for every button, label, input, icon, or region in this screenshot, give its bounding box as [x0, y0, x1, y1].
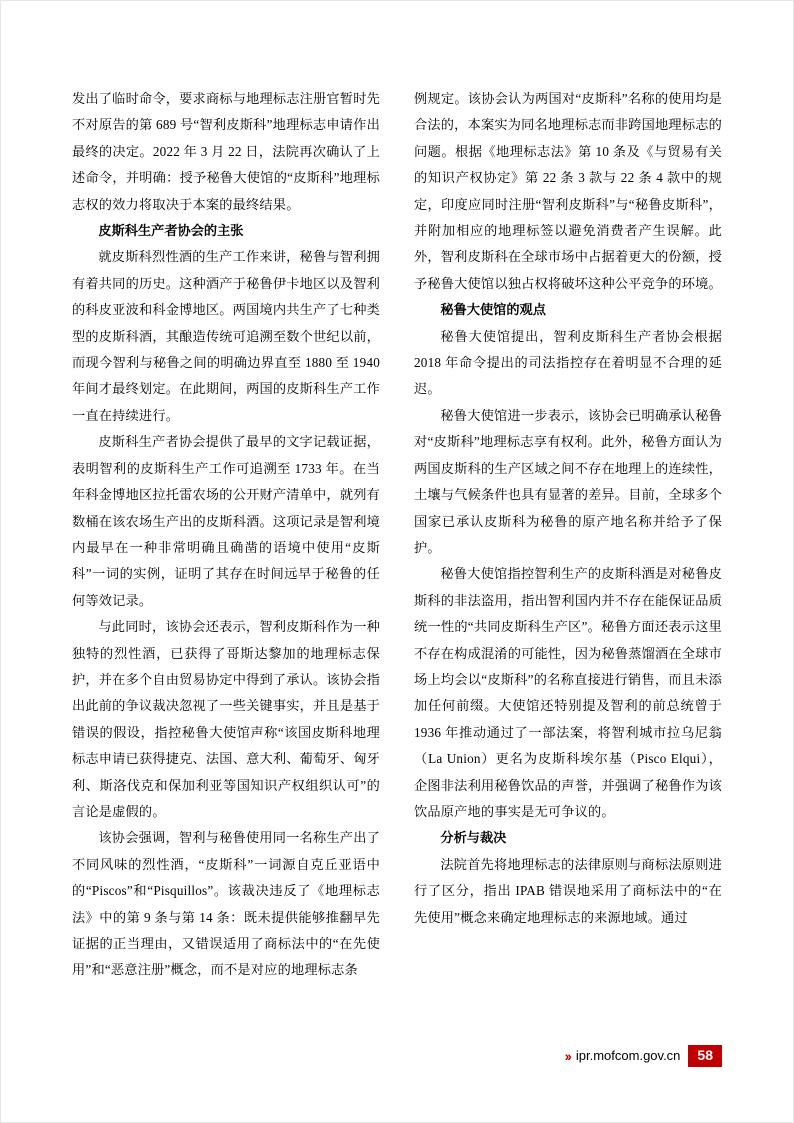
- paragraph: 与此同时，该协会还表示，智利皮斯科作为一种独特的烈性酒，已获得了哥斯达黎加的地理标志保护，并在多个自由贸易协定中得到了承认。该协会指出此前的争议裁决忽视了一些关键事实，并且是基于错误的假设，指控秘鲁大使馆声称“该国皮斯科地理标志申请已获得捷克、法国、意大利、葡萄牙、匈牙利、斯洛伐克和保加利亚等国知识产权组织认可”的言论是虚假的。: [72, 619, 380, 819]
- page-footer: [565, 1045, 722, 1067]
- paragraph: 发出了临时命令，要求商标与地理标志注册官暂时先不对原告的第 689 号“智利皮斯科”地理标志申请作出最终的决定。2022 年 3 月 22 日，法院再次确认了上述命令，并明确：授予秘鲁大使馆的“皮斯科”地理标志权的效力将取决于本案的最终结果。: [72, 91, 380, 212]
- page-body: [72, 86, 722, 1026]
- paragraph: 该协会强调，智利与秘鲁使用同一名称生产出了不同风味的烈性酒，“皮斯科”一词源自克丘亚语中的“Piscos”和“Pisquillos”。该裁决违反了《地理标志法》中的第 9 条与第 14 条：既未提供能够推翻早先证据的正当理由，又错误适用了商标法中的“在先使用”和“恶意注册”概念，而不是对应的地理标志条: [72, 830, 380, 978]
- section-heading: 秘鲁大使馆的观点: [440, 302, 546, 318]
- section-heading: 分析与裁决: [440, 830, 507, 846]
- paragraph: 秘鲁大使馆提出，智利皮斯科生产者协会根据 2018 年命令提出的司法指控存在着明显不合理的延迟。: [414, 328, 722, 397]
- footer-website-url: ipr.mofcom.gov.cn: [575, 1048, 681, 1063]
- paragraph: 就皮斯科烈性酒的生产工作来讲，秘鲁与智利拥有着共同的历史。这种酒产于秘鲁伊卡地区以及智利的科皮亚波和科金博地区。两国境内共生产了七种类型的皮斯科酒，其酿造传统可追溯至数个世纪以前，而现今智利与秘鲁之间的明确边界直至 1880 至 1940 年间才最终划定。在此期间，两国的皮斯科生产工作一直在持续进行。: [72, 249, 380, 423]
- left-column: [72, 86, 380, 1026]
- page-number: 58: [688, 1045, 722, 1067]
- paragraph: 法院首先将地理标志的法律原则与商标法原则进行了区分，指出 IPAB 错误地采用了商标法中的“在先使用”概念来确定地理标志的来源地域。通过: [414, 856, 722, 925]
- paragraph: 皮斯科生产者协会提供了最早的文字记载证据，表明智利的皮斯科生产工作可追溯至 1733 年。在当年科金博地区拉托雷农场的公开财产清单中，就列有数桶在该农场生产出的皮斯科酒。这项记录是智利境内最早在一种非常明确且确凿的语境中使用“皮斯科”一词的实例，证明了其存在时间远早于秘鲁的任何等效记录。: [72, 434, 380, 608]
- double-chevron-right-icon: ››: [564, 1048, 570, 1064]
- right-column: [414, 86, 722, 1026]
- section-heading: 皮斯科生产者协会的主张: [98, 223, 244, 239]
- paragraph: 例规定。该协会认为两国对“皮斯科”名称的使用均是合法的，本案实为同名地理标志而非跨国地理标志的问题。根据《地理标志法》第 10 条及《与贸易有关的知识产权协定》第 22 条 3 款与 22 条 4 款中的规定，印度应同时注册“智利皮斯科”与“秘鲁皮斯科”，并附加相应的地理标签以避免消费者产生误解。此外，智利皮斯科在全球市场中占据着更大的份额，授予秘鲁大使馆以独占权将破坏这种公平竞争的环境。: [414, 91, 722, 291]
- paragraph: 秘鲁大使馆指控智利生产的皮斯科酒是对秘鲁皮斯科的非法盗用，指出智利国内并不存在能保证品质统一性的“共同皮斯科生产区”。秘鲁方面还表示这里不存在构成混淆的可能性，因为秘鲁蒸馏酒在全球市场上均会以“皮斯科”的名称直接进行销售，而且未添加任何前缀。大使馆还特别提及智利的前总统曾于 1936 年推动通过了一部法案，将智利城市拉乌尼翁（La Union）更名为皮斯科埃尔基（Pisco Elqui），企图非法利用秘鲁饮品的声誉，并强调了秘鲁作为该饮品原产地的事实是无可争议的。: [414, 566, 722, 819]
- paragraph: 秘鲁大使馆进一步表示，该协会已明确承认秘鲁对“皮斯科”地理标志享有权利。此外，秘鲁方面认为两国皮斯科的生产区域之间不存在地理上的连续性，土壤与气候条件也具有显著的差异。目前，全球多个国家已承认皮斯科为秘鲁的原产地名称并给予了保护。: [414, 407, 722, 555]
